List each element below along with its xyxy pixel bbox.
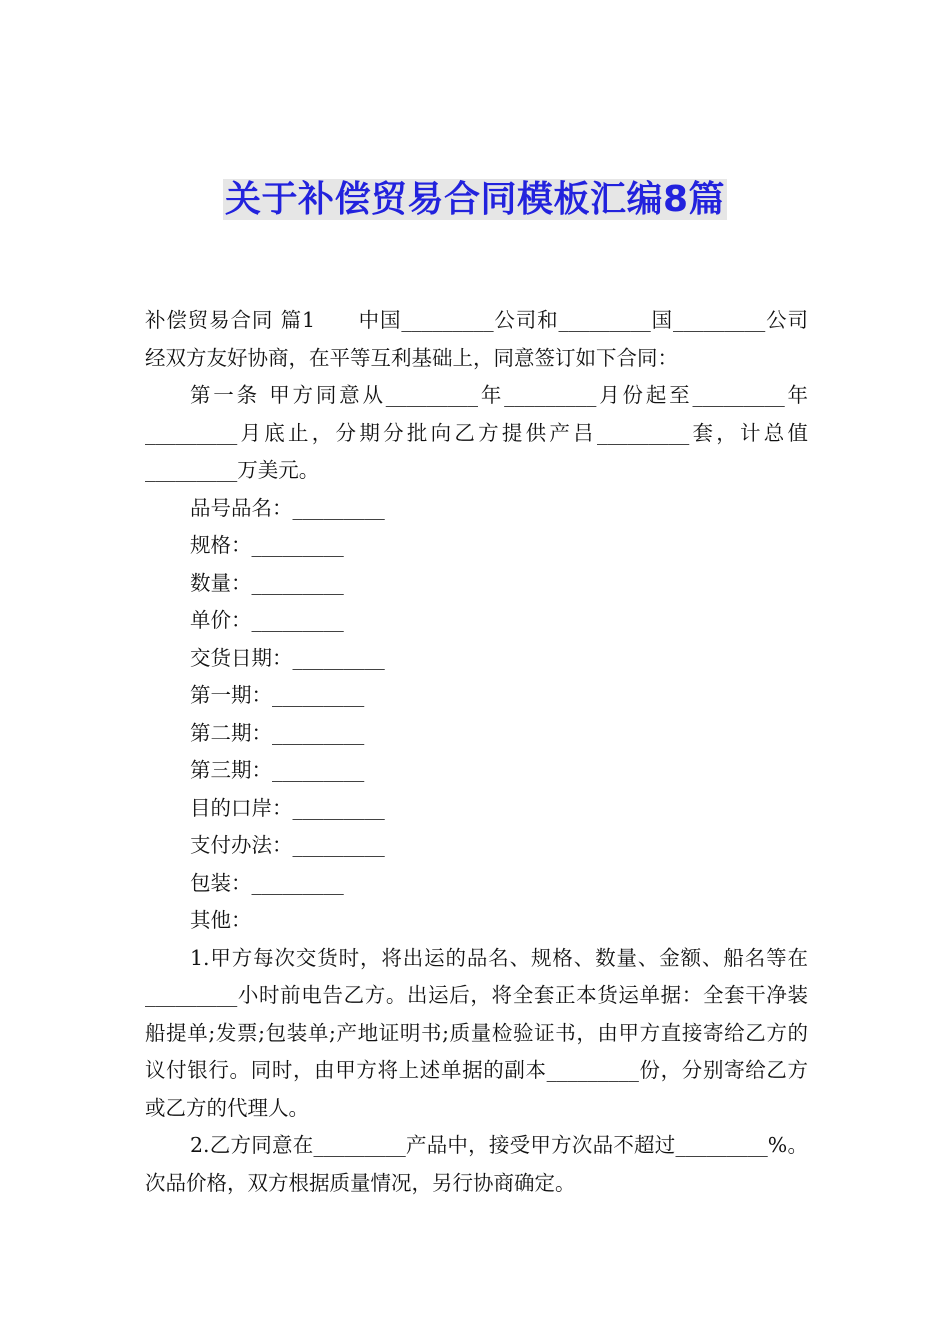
document-title: [0, 176, 950, 224]
field-delivery-date: 交货日期：_________: [190, 645, 385, 670]
title-text: 关于补偿贸易合同模板汇编8篇: [224, 179, 726, 220]
field-phase-3: 第三期：_________: [190, 758, 365, 782]
field-other: 其他：: [190, 908, 252, 932]
field-unit-price: 单价：_________: [190, 608, 344, 632]
field-specification: 规格：_________: [190, 533, 344, 557]
document-body: [145, 302, 808, 1202]
field-payment-method: 支付办法：_________: [190, 833, 385, 857]
field-phase-2: 第二期：_________: [190, 720, 365, 745]
field-phase-1: 第一期：_________: [190, 683, 365, 707]
field-quantity: 数量：_________: [190, 570, 344, 595]
clause-2-paragraph: 2.乙方同意在_________产品中，接受甲方次品不超过_________%。次品价格，双方根据质量情况，另行协商确定。: [145, 1133, 808, 1195]
article-1-paragraph: 第一条 甲方同意从_________年_________月份起至_________年_________月底止，分期分批向乙方提供产吕_________套，计总值_________万美元。: [145, 383, 808, 482]
field-product-name: 品号品名：_________: [190, 495, 385, 520]
field-destination-port: 目的口岸：_________: [190, 795, 385, 820]
field-packaging: 包装：_________: [190, 870, 344, 895]
clause-1-paragraph: 1.甲方每次交货时，将出运的品名、规格、数量、金额、船名等在_________小时前电告乙方。出运后，将全套正本货运单据：全套干净装船提单;发票;包装单;产地证明书;质量检验证书，由甲方直接寄给乙方的议付银行。同时，由甲方将上述单据的副本_________份，分别寄给乙方或乙方的代理人。: [145, 945, 808, 1120]
intro-paragraph: 补偿贸易合同 篇1 中国_________公司和_________国_________公司经双方友好协商，在平等互利基础上，同意签订如下合同：: [145, 308, 808, 370]
